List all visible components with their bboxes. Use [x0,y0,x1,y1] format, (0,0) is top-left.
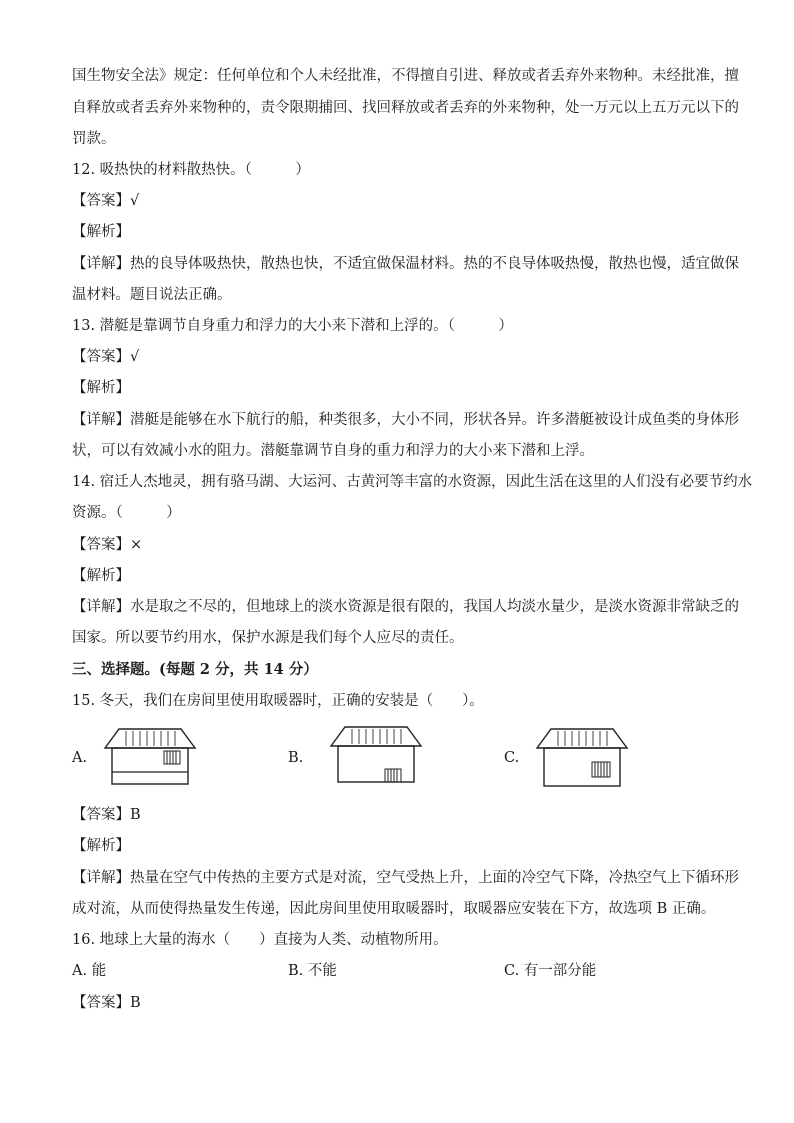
detail-text: 潜艇是能够在水下航行的船，种类很多，大小不同，形状各异。许多潜艇被设计成鱼类的身体形 [130,412,739,428]
house-heater-high-image [102,724,198,786]
answer-label: 【答案】 [72,537,130,553]
answer-value: B [130,807,141,823]
q13-detail-line-2: 状，可以有效减小水的阻力。潜艇靠调节自身的重力和浮力的大小来下潜和上浮。 [72,443,594,459]
q12-analysis-label: 【解析】 [72,224,130,240]
q16-question: 16. 地球上大量的海水（ ）直接为人类、动植物所用。 [72,932,448,948]
q13-detail-line-1 [72,410,739,430]
q15-option-a-label: A. [72,750,88,766]
q14-question-line-2: 资源。（ ） [72,505,181,521]
detail-text: 水是取之不尽的，但地球上的淡水资源是很有限的，我国人均淡水量少，是淡水资源非常缺乏的 [130,599,739,615]
answer-value: × [130,537,143,553]
detail-label: 【详解】 [72,412,130,428]
house-heater-middle-image [534,724,630,788]
q12-answer [72,191,139,211]
intro-line-3: 罚款。 [72,131,116,147]
q12-detail-line-1 [72,254,739,274]
intro-line-2: 自释放或者丢弃外来物种的，责令限期捕回、找回释放或者丢弃的外来物种，处一万元以上五万元以下的 [72,100,739,116]
detail-label: 【详解】 [72,870,130,886]
q15-option-b-label: B. [288,750,304,766]
q16-option-a: A. 能 [72,963,107,979]
detail-text: 热量在空气中传热的主要方式是对流，空气受热上升，上面的冷空气下降，冷热空气上下循环形 [130,870,739,886]
answer-label: 【答案】 [72,807,130,823]
q13-answer [72,347,139,367]
answer-value: B [130,995,141,1011]
q16-answer [72,993,141,1013]
q14-analysis-label: 【解析】 [72,568,130,584]
answer-value: √ [130,349,140,365]
q12-detail-line-2: 温材料。题目说法正确。 [72,287,232,303]
answer-label: 【答案】 [72,349,130,365]
q14-detail-line-2: 国家。所以要节约用水，保护水源是我们每个人应尽的责任。 [72,630,464,646]
q16-option-c: C. 有一部分能 [504,963,597,979]
q14-answer [72,535,142,555]
q12-question: 12. 吸热快的材料散热快。（ ） [72,162,310,178]
q14-question-line-1: 14. 宿迁人杰地灵，拥有骆马湖、大运河、古黄河等丰富的水资源，因此生活在这里的人们没有必要节约水 [72,474,753,490]
detail-label: 【详解】 [72,256,130,272]
q16-option-b: B. 不能 [288,963,337,979]
q15-answer [72,805,141,825]
q15-detail-line-2: 成对流，从而使得热量发生传递，因此房间里使用取暖器时，取暖器应安装在下方，故选项 B 正确。 [72,901,716,917]
detail-label: 【详解】 [72,599,130,615]
q13-analysis-label: 【解析】 [72,380,130,396]
q15-analysis-label: 【解析】 [72,838,130,854]
detail-text: 热的良导体吸热快，散热也快，不适宜做保温材料。热的不良导体吸热慢，散热也慢，适宜做保 [130,256,739,272]
answer-value: √ [130,193,140,209]
q14-detail-line-1 [72,597,739,617]
answer-label: 【答案】 [72,995,130,1011]
q15-option-c-label: C. [504,750,520,766]
section-title: 三、选择题。(每题 2 分，共 14 分） [72,661,318,678]
answer-label: 【答案】 [72,193,130,209]
intro-line-1: 国生物安全法》规定：任何单位和个人未经批准，不得擅自引进、释放或者丢弃外来物种。未经批准，擅 [72,68,739,84]
q15-detail-line-1 [72,868,739,888]
q15-question: 15. 冬天，我们在房间里使用取暖器时，正确的安装是（ ）。 [72,693,484,709]
q13-question: 13. 潜艇是靠调节自身重力和浮力的大小来下潜和上浮的。（ ） [72,318,513,334]
house-heater-low-image [328,722,424,784]
